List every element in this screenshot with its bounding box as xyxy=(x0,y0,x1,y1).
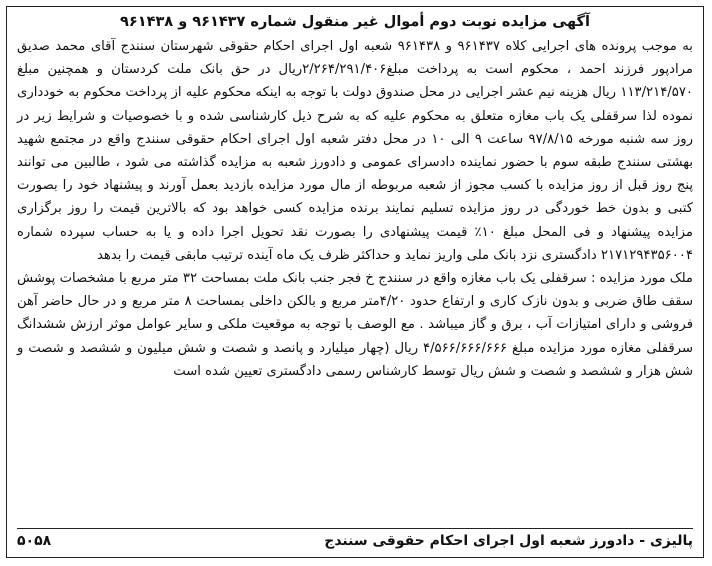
notice-footer xyxy=(17,528,693,551)
notice-title: آگهی مزایده نوبت دوم أموال غیر منقول شماره ۹۶۱۴۳۷ و ۹۶۱۴۳۸ xyxy=(120,14,590,30)
notice-body xyxy=(17,35,693,383)
notice-frame xyxy=(6,6,704,558)
notice-paragraph-property: ملک مورد مزایده : سرقفلی یک باب مغازه واقع در سنندج خ فجر جنب بانک ملت بمساحت ۳۲ متر مربع با مشخصات پوشش سقف طاق ضربی و بدون نازک کاری و ارتفاع حدود ۴/۲۰متر مربع و بالکن داخلی بمساحت ۸ متر مربع و در حال حاضر آهن فروشی و دارای امتیازات آب ، برق و گاز میباشد . مع الوصف با توجه به موقعیت ملکی و سایر عوامل موثر ارزش ششدانگ سرقفلی مغازه مورد مزایده مبلغ ۴/۵۶۶/۶۶۶/۶۶۶ ریال (چهار میلیارد و پانصد و شصت و شش میلیون و ششصد و شصت و شش هزار و ششصد و شصت و شش ریال توسط کارشناس رسمی دادگستری تعیین شده است xyxy=(17,271,693,379)
notice-paragraph-main: به موجب پرونده های اجرایی کلاه ۹۶۱۴۳۷ و ۹۶۱۴۳۸ شعبه اول اجرای احکام حقوقی شهرستان سنندج آقای محمد صدیق مرادپور فرزند احمد ، محکوم است به پرداخت مبلغ۲/۲۶۴/۲۹۱/۴۰۶ریال در حق بانک ملت کردستان و همچنین مبلغ ۱۱۳/۲۱۴/۵۷۰ ریال هزینه نیم عشر اجرایی در محل صندوق دولت با توجه به اینکه محکوم علیه از پرداخت محکوم به خودداری نموده لذا سرقفلی یک باب مغازه متعلق به محکوم علیه که به شرح ذیل کارشناسی شده و با خصوصیات و شرایط زیر در روز سه شنبه مورخه ۹۷/۸/۱۵ ساعت ۹ الی ۱۰ در محل دفتر شعبه اول اجرای احکام حقوقی سنندج واقع در مجتمع شهید بهشتی سنندج طبقه سوم با حضور نماینده دادسرای عمومی و دادورز شعبه به مزایده گذاشته می شود ، طالبین می توانند پنج روز قبل از روز مزایده با کسب مجوز از شعبه مربوطه از مال مورد مزایده بازدید بعمل آورند و پیشنهاد خود را بصورت کتبی و بدون خط خوردگی در روز مزایده تسلیم نمایند برنده مزایده کسی خواهد بود که بالاترین قیمت را روز برگزاری مزایده پیشنهاد و فی المحل مبلغ ۱۰٪ قیمت پیشنهادی را بصورت نقد تحویل اجرا داده و یا به حساب سپرده شماره ۲۱۷۱۲۹۴۳۵۶۰۰۴ دادگستری نزد بانک ملی واریز نماید و حداکثر ظرف یک ماه آینده ترتیب مابقی قیمت را بدهد xyxy=(17,39,693,263)
notice-ad-code: ۵۰۵۸ xyxy=(17,533,52,549)
notice-signature: پالیزی - دادورز شعبه اول اجرای احکام حقوقی سنندج xyxy=(324,533,693,549)
